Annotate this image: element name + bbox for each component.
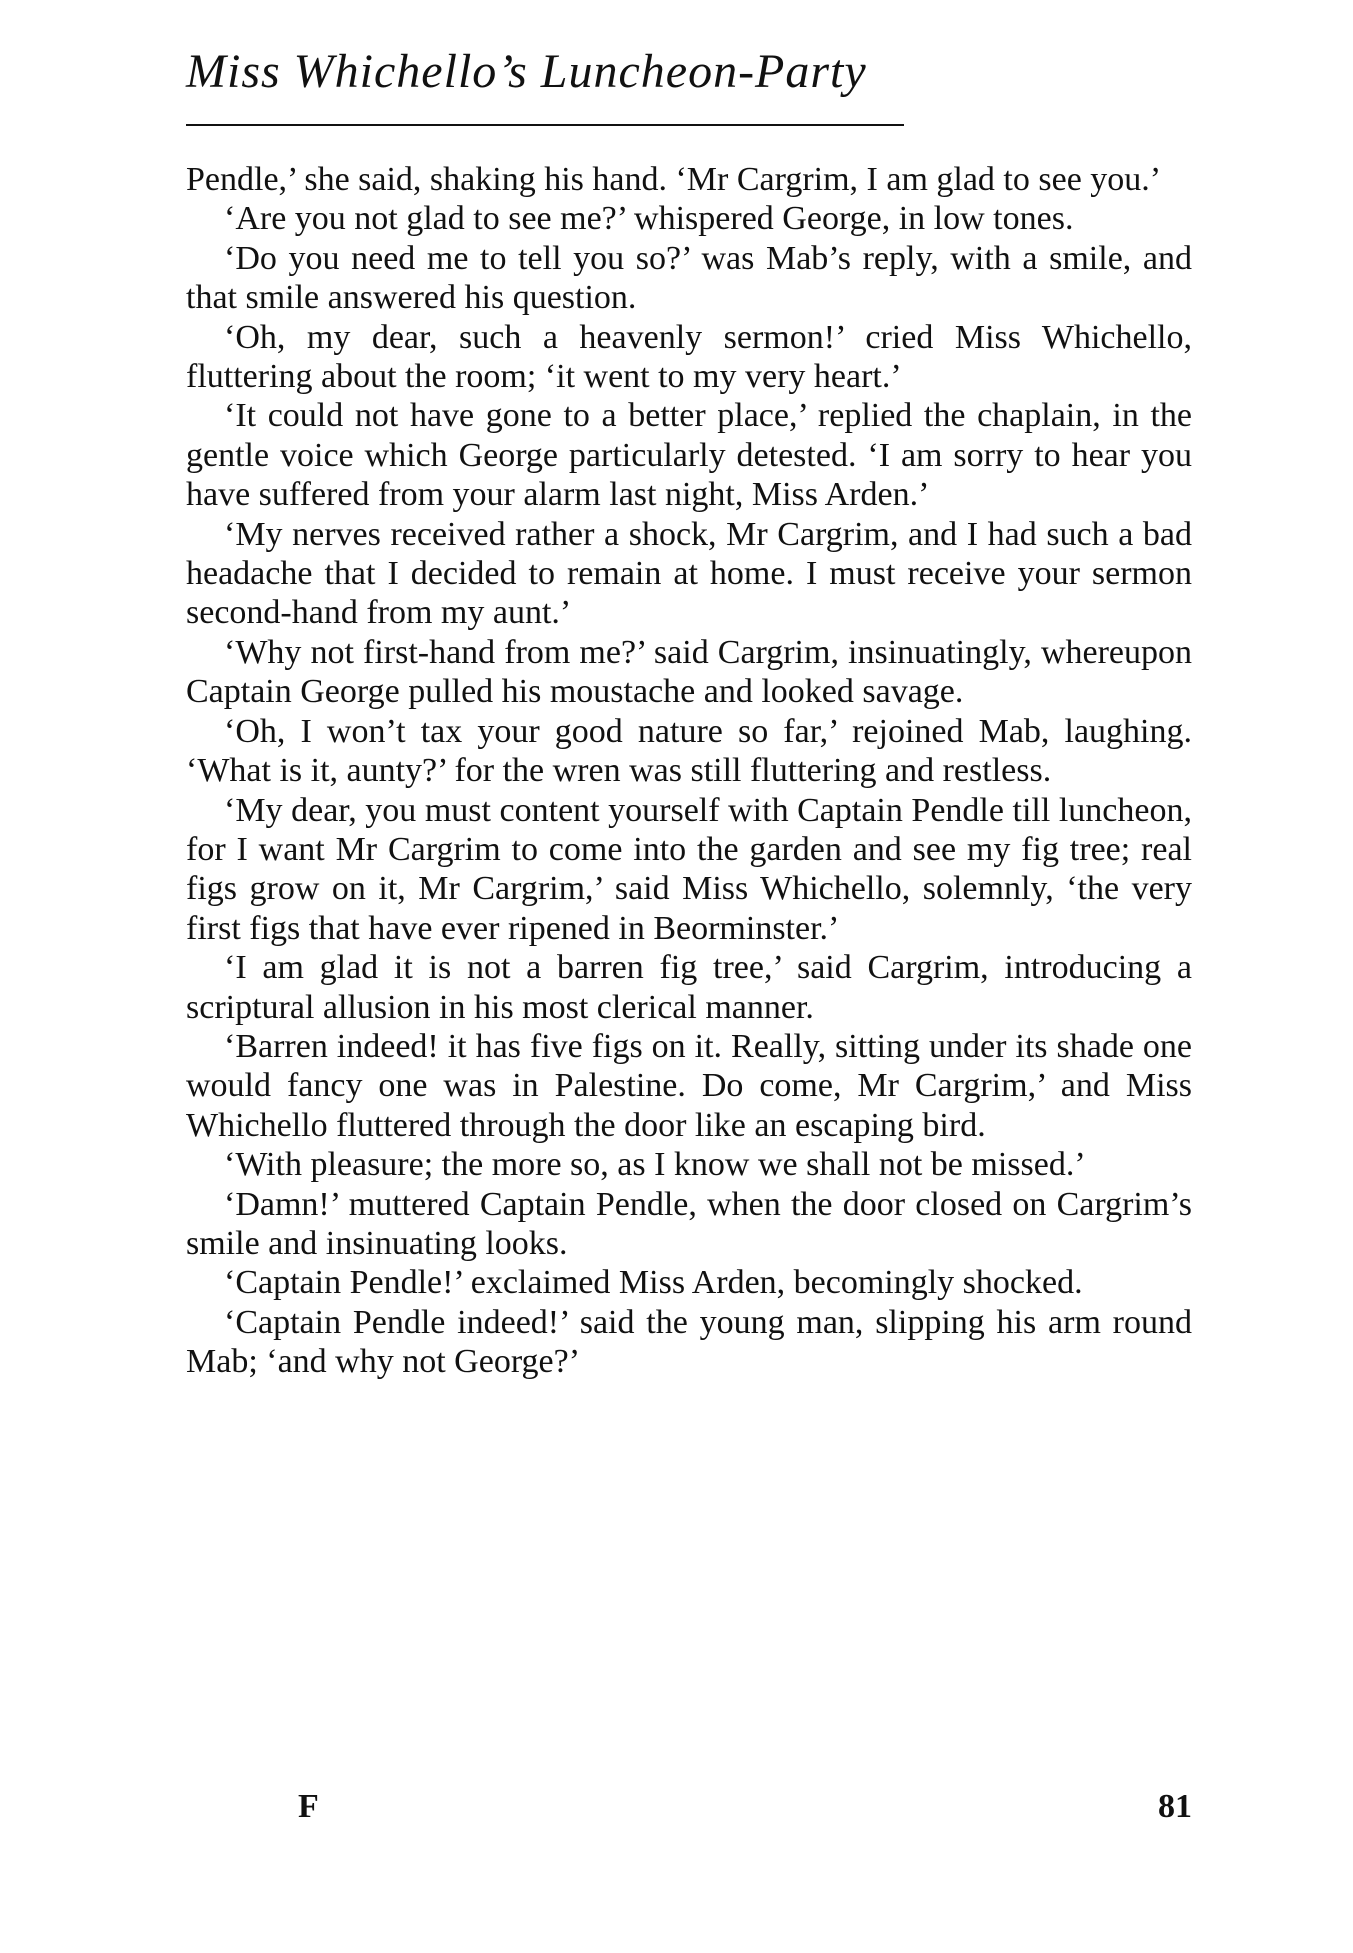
paragraph: ‘Damn!’ muttered Captain Pendle, when the door closed on Cargrim’s smile and insinuating looks. [186, 1185, 1192, 1262]
paragraph: ‘Why not first-hand from me?’ said Cargrim, insinuatingly, whereupon Captain George pulled his moustache and looked savage. [186, 633, 1192, 711]
paragraph: ‘My dear, you must content yourself with Captain Pendle till luncheon, for I want Mr Cargrim to come into the garden and see my fig tree; real figs grow on it, Mr Cargrim,’ said Miss Whichello, solemnly, ‘the very first figs that have ever ripened in Beorminster.’ [186, 791, 1192, 947]
body-text [186, 160, 1192, 1382]
paragraph: ‘Do you need me to tell you so?’ was Mab’s reply, with a smile, and that smile answered his question. [186, 239, 1192, 317]
paragraph: ‘My nerves received rather a shock, Mr Cargrim, and I had such a bad headache that I decided to remain at home. I must receive your sermon second-hand from my aunt.’ [186, 515, 1192, 632]
paragraph: ‘Captain Pendle!’ exclaimed Miss Arden, becomingly shocked. [224, 1264, 1083, 1302]
paragraph: ‘Are you not glad to see me?’ whispered George, in low tones. [224, 200, 1074, 238]
header-rule [186, 124, 904, 126]
paragraph: ‘Oh, my dear, such a heavenly sermon!’ cried Miss Whichello, fluttering about the room; ‘it went to my very heart.’ [186, 318, 1192, 396]
running-title: Miss Whichello’s Luncheon-Party [186, 45, 867, 98]
page-footer [186, 1788, 1192, 1836]
paragraph: ‘Oh, I won’t tax your good nature so far,’ rejoined Mab, laughing. ‘What is it, aunty?’ for the wren was still fluttering and restless. [186, 712, 1192, 790]
paragraph: ‘Captain Pendle indeed!’ said the young man, slipping his arm round Mab; ‘and why not George?’ [186, 1303, 1192, 1381]
paragraph: Pendle,’ she said, shaking his hand. ‘Mr Cargrim, I am glad to see you.’ [186, 161, 1162, 198]
page-number: 81 [1158, 1788, 1192, 1825]
paragraph: ‘With pleasure; the more so, as I know we shall not be missed.’ [224, 1146, 1086, 1184]
paragraph: ‘I am glad it is not a barren fig tree,’ said Cargrim, introducing a scriptural allusion in his most clerical manner. [186, 949, 1192, 1026]
signature-mark: F [298, 1788, 319, 1825]
paragraph: ‘Barren indeed! it has five figs on it. Really, sitting under its shade one would fancy one was in Palestine. Do come, Mr Cargrim,’ and Miss Whichello fluttered through the door like an escaping bird. [186, 1027, 1192, 1144]
paragraph: ‘It could not have gone to a better place,’ replied the chaplain, in the gentle voice which George particularly detested. ‘I am sorry to hear you have suffered from your alarm last night, Miss Arden.’ [186, 397, 1192, 514]
